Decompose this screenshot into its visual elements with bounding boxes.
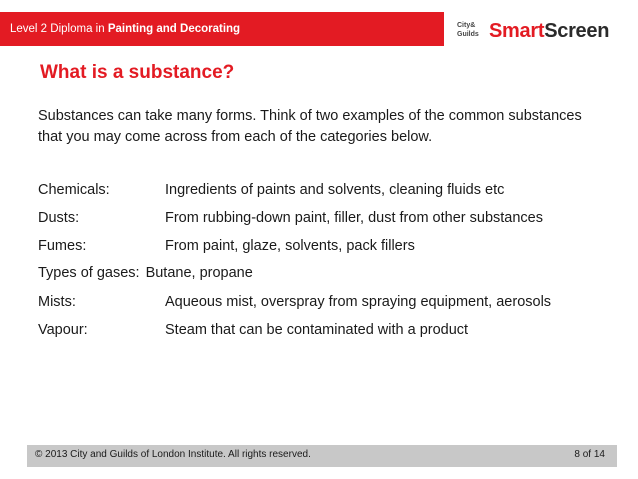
badge-line2: Guilds bbox=[457, 31, 479, 38]
item-description: Butane, propane bbox=[145, 265, 253, 281]
item-description: Steam that can be contaminated with a product bbox=[165, 322, 469, 338]
footer-bar bbox=[27, 445, 617, 467]
item-term: Fumes: bbox=[38, 238, 87, 254]
city-guilds-smartscreen-logo bbox=[457, 20, 609, 42]
page-number: 8 of 14 bbox=[574, 449, 605, 460]
list-item-dusts bbox=[38, 210, 543, 226]
logo-screen-text: Screen bbox=[544, 19, 610, 42]
list-item-vapour bbox=[38, 322, 469, 338]
logo-smart-text: Smart bbox=[489, 19, 545, 42]
item-description: From rubbing-down paint, filler, dust from other substances bbox=[165, 210, 543, 226]
list-item-chemicals bbox=[38, 182, 505, 198]
header-bar bbox=[0, 12, 444, 46]
copyright-text: © 2013 City and Guilds of London Institute. All rights reserved. bbox=[35, 449, 311, 460]
item-term: Mists: bbox=[38, 294, 76, 310]
course-subject: Painting and Decorating bbox=[107, 23, 241, 35]
course-prefix: Level 2 Diploma in bbox=[10, 23, 108, 35]
list-item-mists bbox=[38, 294, 552, 310]
badge-line1: City& bbox=[457, 22, 476, 29]
city-guilds-badge-icon bbox=[457, 20, 485, 42]
item-term: Chemicals: bbox=[38, 182, 110, 198]
item-term: Dusts: bbox=[38, 210, 80, 226]
list-item-gases bbox=[38, 265, 253, 281]
item-term: Types of gases: bbox=[38, 265, 140, 281]
intro-paragraph: Substances can take many forms. Think of two examples of the common substances that you may come across from each of the categories below. bbox=[38, 108, 582, 145]
item-description: Ingredients of paints and solvents, cleaning fluids etc bbox=[165, 182, 505, 198]
course-title bbox=[10, 23, 240, 35]
item-description: From paint, glaze, solvents, pack fillers bbox=[165, 238, 415, 254]
item-description: Aqueous mist, overspray from spraying equipment, aerosols bbox=[165, 294, 552, 310]
item-term: Vapour: bbox=[38, 322, 88, 338]
slide-title: What is a substance? bbox=[40, 62, 235, 83]
list-item-fumes bbox=[38, 238, 415, 254]
